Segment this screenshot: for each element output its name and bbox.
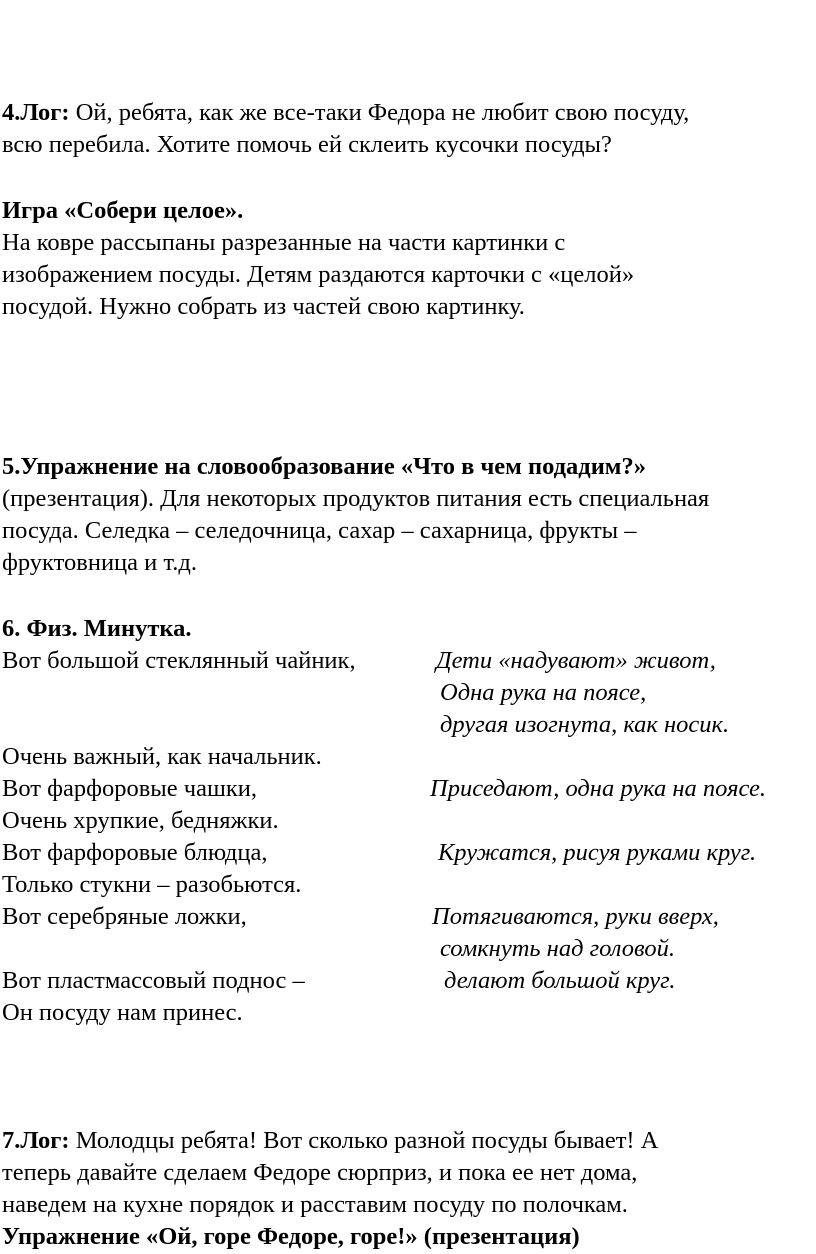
section7-exercise: Упражнение «Ой, горе Федоре, горе!» (презентация): [2, 1223, 580, 1250]
action-line: Потягиваются, руки вверх,: [432, 903, 719, 930]
verse-line: Только стукни – разобьются.: [2, 871, 302, 898]
section4-label: 4.Лог:: [2, 99, 70, 126]
section4-text: Ой, ребята, как же все-таки Федора не любит свою посуду,: [69, 99, 690, 126]
section7-label: 7.Лог:: [2, 1127, 70, 1154]
verse-line: Вот фарфоровые блюдца,: [2, 839, 268, 866]
section6-title: 6. Физ. Минутка.: [2, 615, 192, 642]
action-line: другая изогнута, как носик.: [440, 711, 730, 738]
section5-line: (презентация). Для некоторых продуктов питания есть специальная: [2, 485, 710, 512]
section7-line2: теперь давайте сделаем Федоре сюрприз, и пока ее нет дома,: [2, 1159, 638, 1186]
verse-line: Вот фарфоровые чашки,: [2, 775, 257, 802]
section4-line2: всю перебила. Хотите помочь ей склеить кусочки посуды?: [2, 131, 612, 158]
verse-line: Очень хрупкие, бедняжки.: [2, 807, 279, 834]
verse-line: Он посуду нам принес.: [2, 999, 243, 1026]
game-line: посудой. Нужно собрать из частей свою картинку.: [2, 293, 525, 320]
action-line: Одна рука на поясе,: [440, 679, 647, 706]
game-line: изображением посуды. Детям раздаются карточки с «целой»: [2, 261, 635, 288]
game-line: На ковре рассыпаны разрезанные на части картинки с: [2, 229, 566, 256]
section7-line1: [2, 1126, 658, 1156]
action-line: Приседают, одна рука на поясе.: [430, 775, 767, 802]
game-title: Игра «Собери целое».: [2, 197, 244, 224]
section7-text: Молодцы ребята! Вот сколько разной посуды бывает! А: [69, 1127, 659, 1154]
verse-line: Вот большой стеклянный чайник,: [2, 647, 356, 674]
section7-line3: наведем на кухне порядок и расставим посуду по полочкам.: [2, 1191, 628, 1218]
section5-title: 5.Упражнение на словообразование «Что в чем подадим?»: [2, 453, 646, 480]
section5-line: посуда. Селедка – селедочница, сахар – сахарница, фрукты –: [2, 517, 637, 544]
action-line: Дети «надувают» живот,: [436, 647, 716, 674]
section4-line1: [2, 98, 689, 128]
action-line: Кружатся, рисуя руками круг.: [438, 839, 757, 866]
action-line: делают большой круг.: [444, 967, 676, 994]
section5-line: фруктовница и т.д.: [2, 549, 197, 576]
verse-line: Вот пластмассовый поднос –: [2, 967, 305, 994]
action-line: сомкнуть над головой.: [440, 935, 675, 962]
verse-line: Вот серебряные ложки,: [2, 903, 247, 930]
verse-line: Очень важный, как начальник.: [2, 743, 322, 770]
